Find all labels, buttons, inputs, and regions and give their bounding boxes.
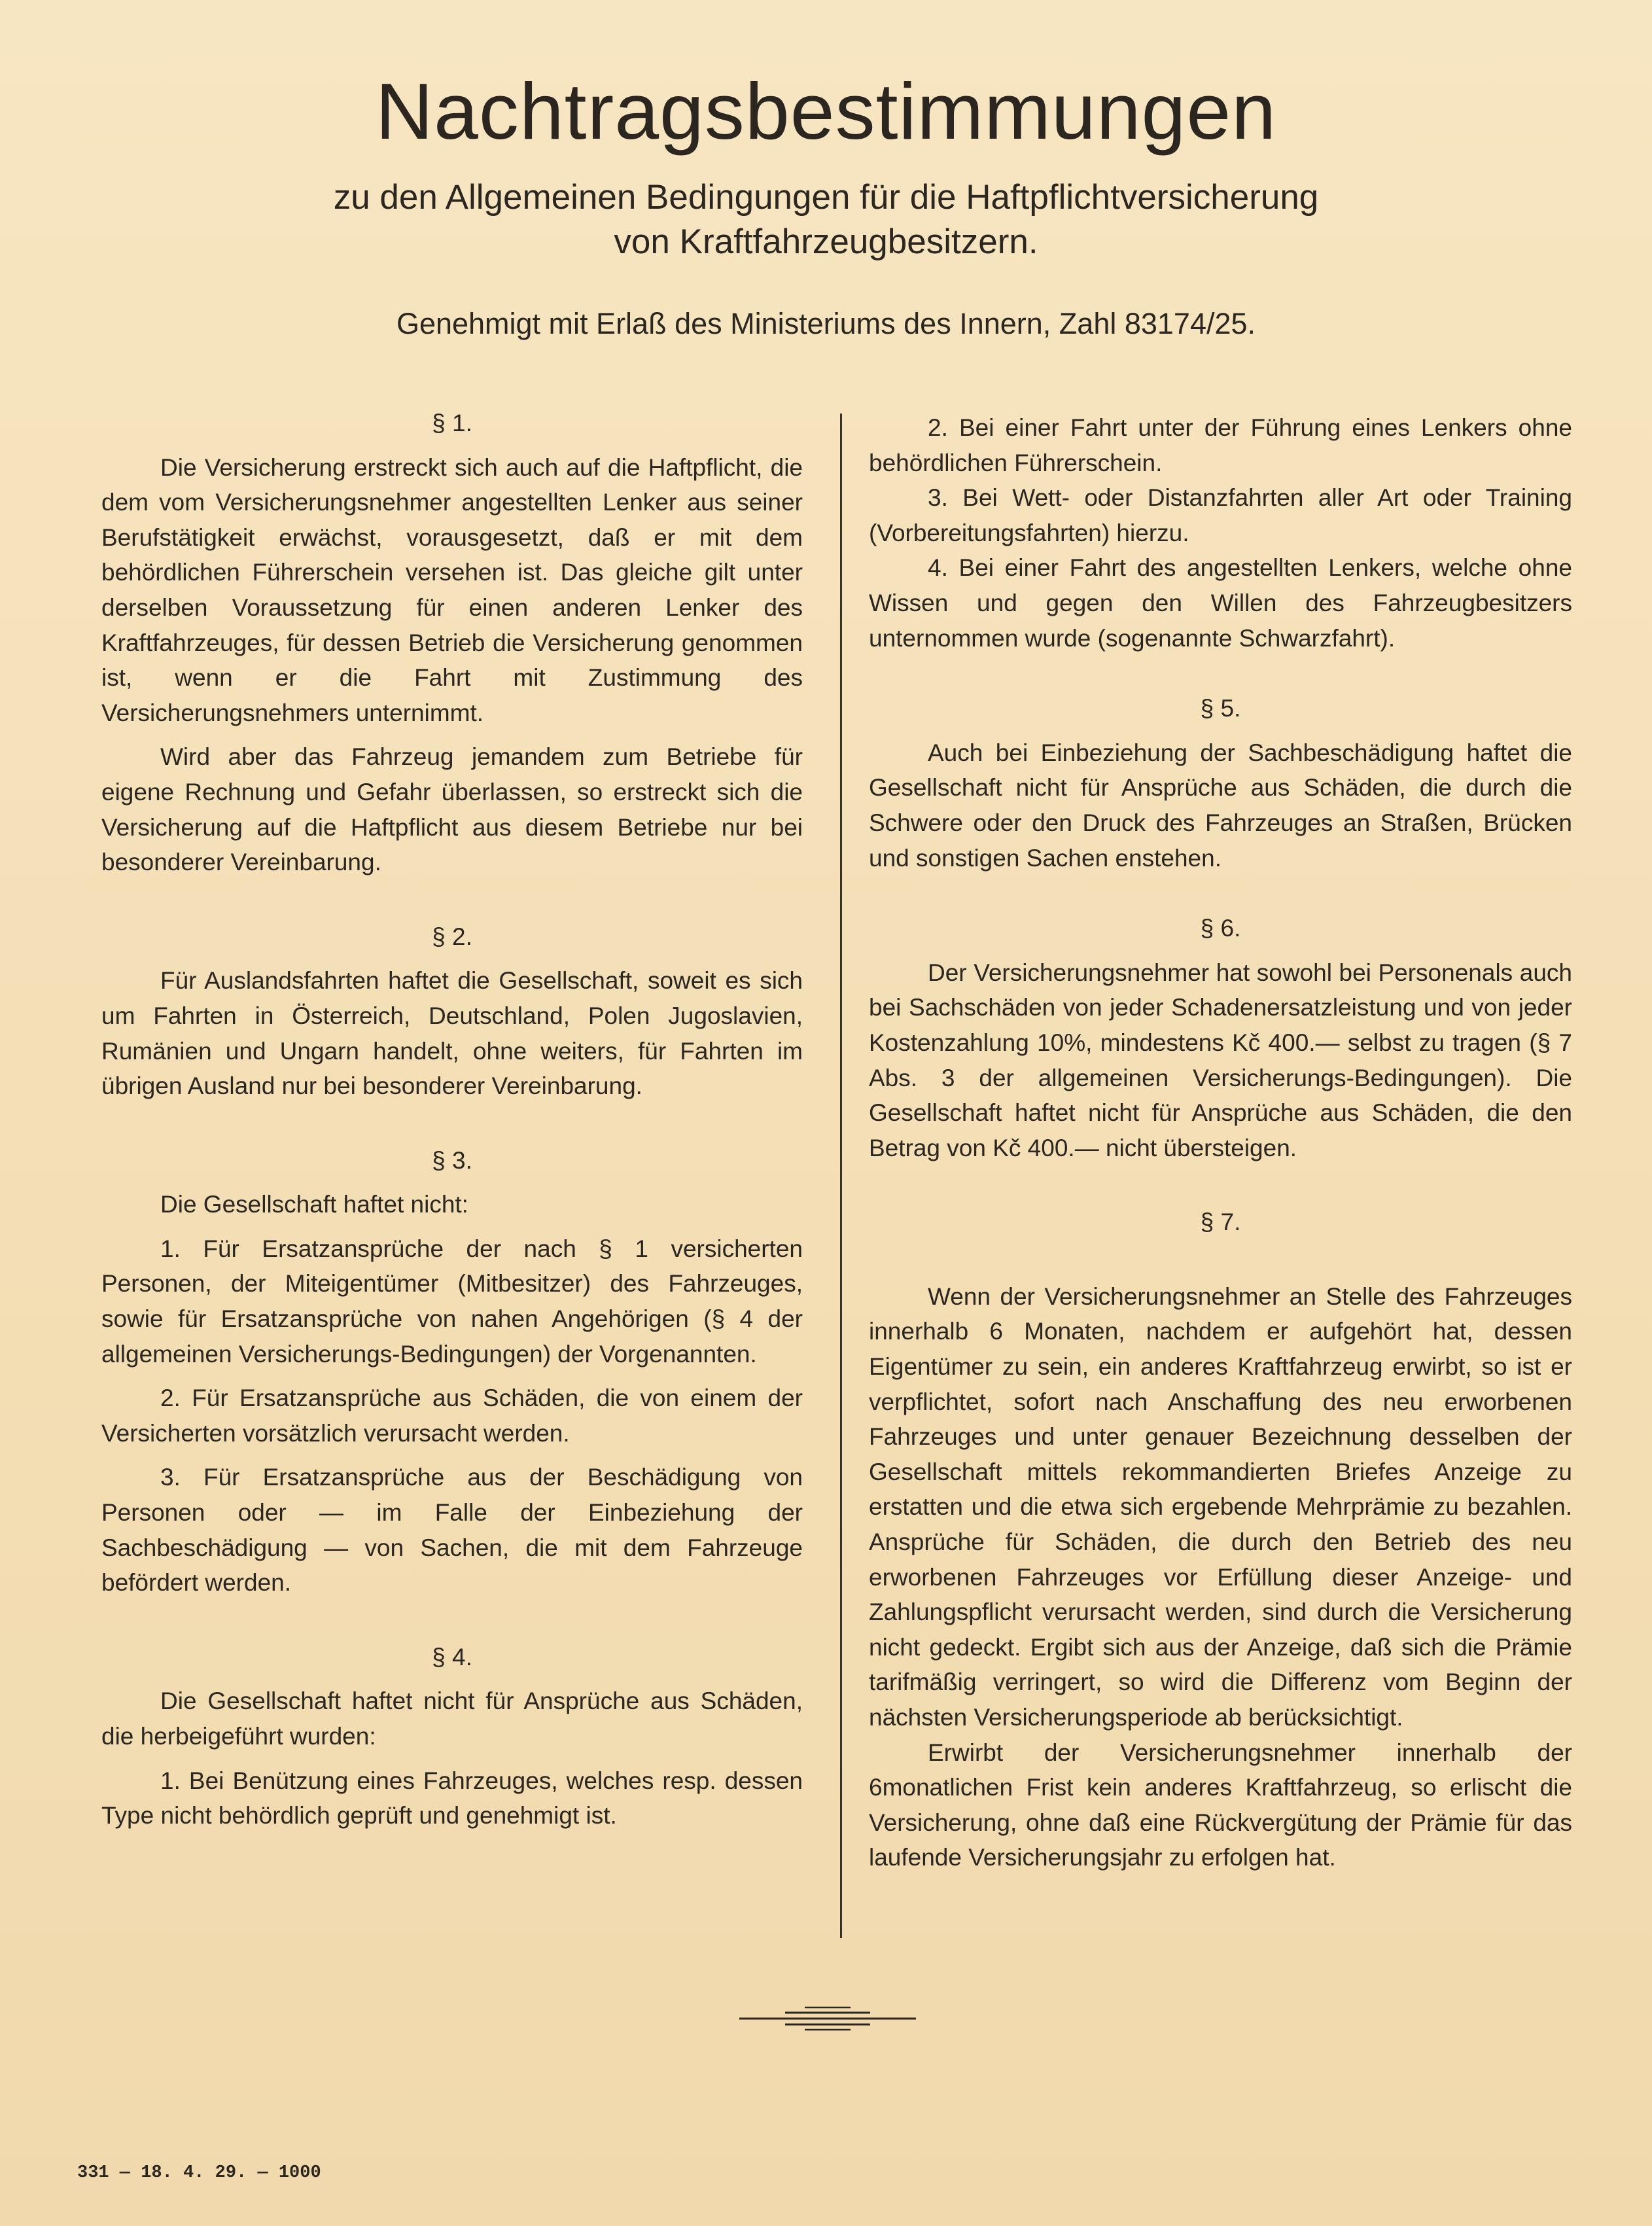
- section-6-paragraph-1: Der Versicherungsnehmer hat sowohl bei Personenals auch bei Sachschäden von jeder Schadenersatzleistung und von jeder Kostenzahlung 10%, mindestens Kč 400.— selbst zu tragen (§ 7 Abs. 3 der allgemeinen Versicherungs-Bedingungen). Die Gesellschaft haftet nicht für Ansprüche aus Schäden, die den Betrag von Kč 400.— nicht übersteigen.: [869, 959, 1572, 1161]
- left-column: [101, 406, 803, 1833]
- document-title: Nachtragsbestimmungen: [375, 67, 1277, 156]
- section-1-paragraph-2: Wird aber das Fahrzeug jemandem zum Betriebe für eigene Rechnung und Gefahr überlassen, so erstreckt sich die Versicherung auf die Haftpflicht aus diesem Betriebe nur bei besonderer Vereinbarung.: [101, 743, 803, 876]
- section-2-paragraph-1: Für Auslandsfahrten haftet die Gesellschaft, soweit es sich um Fahrten in Österreich, Deutschland, Polen Jugoslavien, Rumänien und Ungarn handelt, ohne weiters, für Fahrten im übrigen Ausland nur bei besonderer Vereinbarung.: [101, 967, 803, 1100]
- section-7-paragraph-1: Wenn der Versicherungsnehmer an Stelle des Fahrzeuges innerhalb 6 Monaten, nachdem er aufgehört hat, dessen Eigentümer zu sein, ein anderes Kraftfahrzeug erwirbt, so ist er verpflichtet, sofort nach Anschaffung des neu erworbenen Fahrzeuges und unter genauer Bezeichnung desselben der Gesellschaft mittels rekommandierten Briefes Anzeige zu erstatten und die etwa sich ergebende Mehrprämie zu bezahlen. Ansprüche für Schäden, die durch den Betrieb des neu erworbenen Fahrzeuges vor Erfüllung dieser Anzeige- und Zahlungspflicht verursacht werden, sind durch die Versicherung nicht gedeckt. Ergibt sich aus der Anzeige, daß sich die Prämie tarifmäßig verringert, so wird die Differenz vom Beginn der nächsten Versicherungsperiode ab berücksichtigt.: [869, 1282, 1572, 1731]
- section-4-item-1: 1. Bei Benützung eines Fahrzeuges, welches resp. dessen Type nicht behördlich geprüft und genehmigt ist.: [101, 1767, 803, 1829]
- column-divider: [840, 414, 842, 1938]
- section-4-item-3: 3. Bei Wett- oder Distanzfahrten aller Art oder Training (Vorbereitungsfahrten) hierzu.: [869, 484, 1572, 546]
- section-2-heading: § 2.: [432, 923, 472, 950]
- right-column: [869, 410, 1572, 1875]
- section-3-item-1: 1. Für Ersatzansprüche der nach § 1 versicherten Personen, der Miteigentümer (Mitbesitzer) des Fahrzeuges, sowie für Ersatzansprüche von nahen Angehörigen (§ 4 der allgemeinen Versicherungs-Bedingungen) der Vorgenannten.: [101, 1235, 803, 1368]
- section-1-paragraph-1: Die Versicherung erstreckt sich auch auf die Haftpflicht, die dem vom Versicherungsnehmer angestellten Lenker aus seiner Berufstätigkeit erwächst, vorausgesetzt, daß er mit dem behördlichen Führerschein versehen ist. Das gleiche gilt unter derselben Voraussetzung für einen anderen Lenker des Kraftfahrzeuges, für dessen Betrieb die Versicherung genommen ist, wenn er die Fahrt mit Zustimmung des Versicherungsnehmers unternimmt.: [101, 453, 803, 726]
- section-4-item-4: 4. Bei einer Fahrt des angestellten Lenkers, welche ohne Wissen und gegen den Willen des Fahrzeugbesitzers unternommen wurde (sogenannte Schwarzfahrt).: [869, 554, 1572, 652]
- section-3-intro: Die Gesellschaft haftet nicht:: [160, 1191, 468, 1218]
- section-1-heading: § 1.: [432, 410, 472, 436]
- section-4-intro: Die Gesellschaft haftet nicht für Ansprüche aus Schäden, die herbeigeführt wurden:: [101, 1687, 803, 1750]
- section-7-paragraph-2: Erwirbt der Versicherungsnehmer innerhalb der 6monatlichen Frist kein anderes Kraftfahrzeug, so erlischt die Versicherung, ohne daß eine Rückvergütung der Prämie für das laufende Versicherungsjahr zu erfolgen hat.: [869, 1739, 1572, 1871]
- section-7-heading: § 7.: [1200, 1209, 1241, 1236]
- section-3-item-2: 2. Für Ersatzansprüche aus Schäden, die von einem der Versicherten vorsätzlich verursacht werden.: [101, 1385, 803, 1447]
- subtitle-line-2: von Kraftfahrzeugbesitzern.: [614, 222, 1038, 261]
- ornament-divider-icon: [739, 2005, 916, 2032]
- document-subtitle: [0, 175, 1652, 264]
- section-3-item-3: 3. Für Ersatzansprüche aus der Beschädigung von Personen oder — im Falle der Einbeziehung der Sachbeschädigung — von Sachen, die mit dem Fahrzeuge befördert werden.: [101, 1464, 803, 1597]
- section-5-paragraph-1: Auch bei Einbeziehung der Sachbeschädigung haftet die Gesellschaft nicht für Ansprüche aus Schäden, die durch die Schwere oder den Druck des Fahrzeuges an Straßen, Brücken und sonstigen Sachen enstehen.: [869, 739, 1572, 872]
- subtitle-line-1: zu den Allgemeinen Bedingungen für die Haftpflichtversicherung: [333, 178, 1319, 217]
- section-4-item-2: 2. Bei einer Fahrt unter der Führung eines Lenkers ohne behördlichen Führerschein.: [869, 414, 1572, 476]
- approval-note: Genehmigt mit Erlaß des Ministeriums des Innern, Zahl 83174/25.: [396, 307, 1256, 340]
- section-4-heading: § 4.: [432, 1643, 472, 1670]
- print-code: 331 — 18. 4. 29. — 1000: [77, 2163, 321, 2183]
- section-6-heading: § 6.: [1200, 915, 1241, 942]
- section-5-heading: § 5.: [1200, 695, 1241, 722]
- section-3-heading: § 3.: [432, 1146, 472, 1174]
